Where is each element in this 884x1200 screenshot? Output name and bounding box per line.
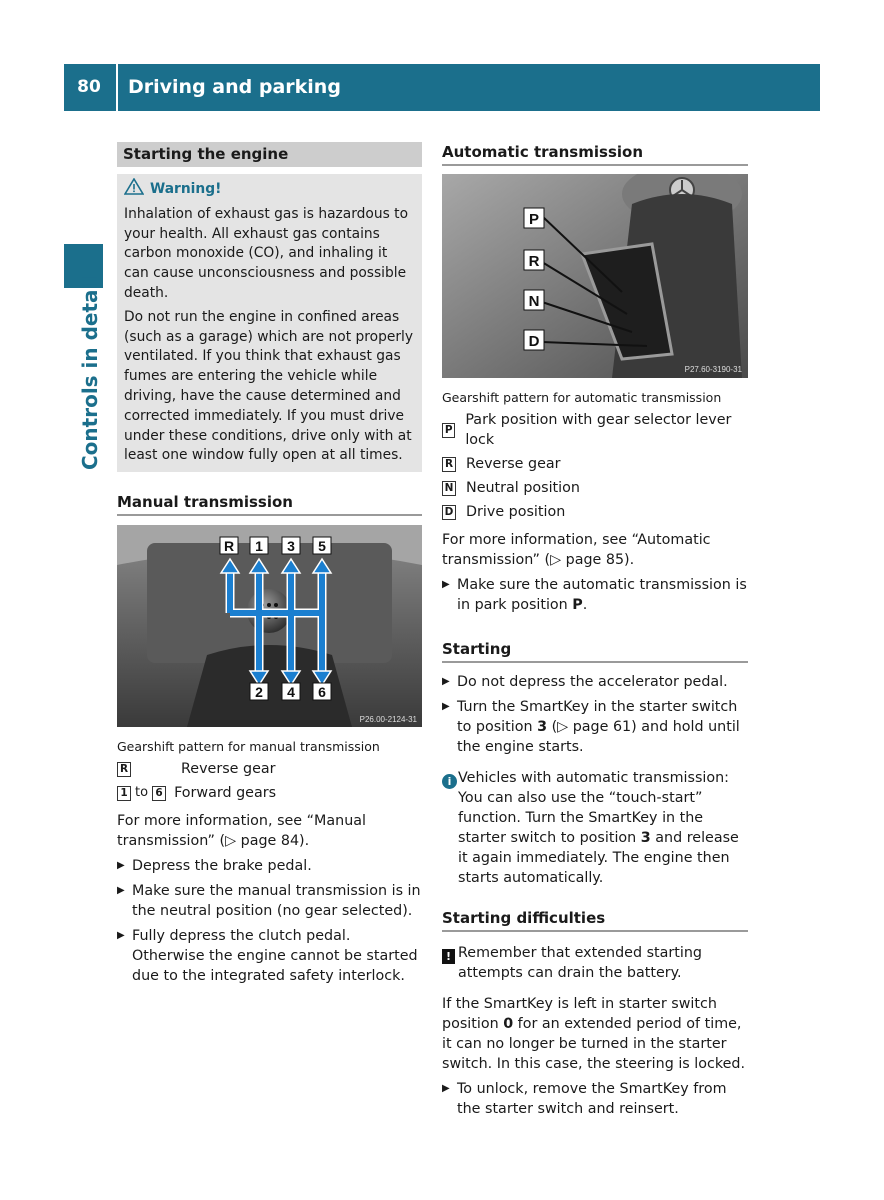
manual-transmission-heading: Manual transmission [117, 492, 422, 516]
auto-photo-code: P27.60-3190-31 [684, 365, 742, 374]
triangle-bullet-icon: ▶ [442, 579, 450, 590]
gear-symbol-from: 1 [117, 786, 131, 801]
manual-step [117, 926, 422, 986]
range-to-text: to [135, 785, 149, 801]
manual-key-forward [117, 783, 422, 803]
automatic-caption: Gearshift pattern for automatic transmission [442, 390, 722, 405]
starting-heading: Starting [442, 639, 748, 663]
manual-gearshift-photo [117, 525, 422, 727]
exclamation-icon-wrap [442, 946, 458, 983]
automatic-gearshift-photo [442, 174, 748, 378]
manual-step-text: Fully depress the clutch pedal. Otherwise the engine cannot be started due to the integrated safety interlock. [132, 928, 418, 985]
gear-symbol: P [442, 423, 455, 438]
warning-title: Warning! [150, 181, 222, 197]
page-title: Driving and parking [128, 76, 341, 98]
auto-label-n: N [528, 293, 540, 310]
warning-box [117, 174, 422, 472]
gear-symbol: D [442, 505, 456, 520]
manual-key-label: Reverse gear [181, 761, 276, 778]
manual-label-4: 4 [287, 684, 295, 701]
section-title-starting-engine: Starting the engine [117, 142, 422, 167]
triangle-bullet-icon: ▶ [442, 701, 450, 712]
smartkey-paragraph: If the SmartKey is left in starter switch position 0 for an extended period of time, it can no longer be turned in the starter switch. In this case, the steering is locked. [442, 996, 746, 1072]
manual-more-info: For more information, see “Manual transmission” (▷ page 84). [117, 813, 367, 850]
gear-symbol-to: 6 [152, 786, 166, 801]
caution-note [442, 943, 748, 983]
caution-text: Remember that extended starting attempts can drain the battery. [458, 945, 702, 981]
info-icon: i [442, 774, 457, 789]
triangle-bullet-icon: ▶ [442, 1083, 450, 1094]
manual-label-2: 2 [255, 684, 263, 701]
triangle-bullet-icon: ▶ [442, 676, 450, 687]
manual-step-text: Make sure the manual transmission is in the neutral position (no gear selected). [132, 883, 421, 920]
triangle-bullet-icon: ▶ [117, 930, 125, 942]
auto-step [442, 575, 748, 615]
warning-paragraph-1: Inhalation of exhaust gas is hazardous to your health. All exhaust gas contains carbon monoxide (CO), and inhaling it can cause unconsciousness and possible death. [124, 205, 409, 301]
manual-label-1: 1 [255, 538, 263, 555]
exclamation-icon: ! [442, 949, 455, 964]
left-column [117, 142, 422, 986]
auto-key-n [442, 478, 748, 498]
automatic-transmission-heading: Automatic transmission [442, 142, 748, 166]
manual-step [117, 881, 422, 921]
starting-step-text: Do not depress the accelerator pedal. [457, 674, 728, 690]
manual-key-label: Forward gears [174, 785, 277, 802]
header-divider [116, 64, 118, 111]
auto-label-p: P [528, 211, 540, 228]
auto-key-d [442, 502, 748, 522]
warning-paragraph-2: Do not run the engine in confined areas (such as a garage) which are not properly ventilated. If you think that exhaust gas fumes are entering the vehicle while driving, have the cause determined and corrected immediately. If you must drive under these conditions, drive only with at least one window fully open at all times. [124, 308, 413, 464]
info-icon-wrap [442, 771, 458, 888]
manual-photo-code: P26.00-2124-31 [359, 715, 417, 725]
triangle-bullet-icon: ▶ [117, 885, 125, 897]
starting-step [442, 672, 748, 692]
page-number: 80 [77, 77, 101, 97]
unlock-step [442, 1079, 748, 1119]
page-header [64, 64, 820, 111]
manual-caption: Gearshift pattern for manual transmission [117, 739, 380, 755]
unlock-step-text: To unlock, remove the SmartKey from the starter switch and reinsert. [457, 1081, 727, 1117]
manual-label-3: 3 [287, 538, 295, 555]
manual-label-r: R [223, 538, 235, 555]
auto-more-info: For more information, see “Automatic transmission” (▷ page 85). [442, 532, 711, 568]
auto-label-r: R [528, 253, 540, 270]
right-column [442, 142, 748, 1119]
auto-key-label: Neutral position [466, 480, 580, 496]
warning-triangle-icon [124, 178, 144, 202]
triangle-bullet-icon: ▶ [117, 860, 125, 872]
auto-key-p [442, 410, 748, 450]
manual-key-reverse [117, 759, 422, 779]
manual-step-text: Depress the brake pedal. [132, 858, 312, 875]
starting-difficulties-heading: Starting difficulties [442, 908, 748, 932]
auto-key-r [442, 454, 748, 474]
info-note-text: Vehicles with automatic transmission: You can also use the “touch-start” function. Turn the SmartKey in the starter switch to position 3 and release it again immediately. The engine then starts automatically. [458, 770, 739, 886]
manual-step [117, 856, 422, 876]
auto-step-text: Make sure the automatic transmission is in park position P. [457, 577, 747, 613]
manual-label-5: 5 [318, 538, 326, 555]
starting-step-text: Turn the SmartKey in the starter switch to position 3 (▷ page 61) and hold until the engine starts. [457, 699, 740, 755]
warning-header [124, 178, 415, 202]
auto-key-label: Reverse gear [466, 456, 561, 472]
gear-symbol: R [117, 762, 131, 777]
side-tab-label: Controls in detail [78, 275, 102, 470]
gear-symbol: R [442, 457, 456, 472]
auto-key-label: Park position with gear selector lever lock [465, 412, 732, 448]
starting-step [442, 697, 748, 757]
gear-symbol: N [442, 481, 456, 496]
auto-key-label: Drive position [466, 504, 566, 520]
manual-label-6: 6 [318, 684, 326, 701]
auto-label-d: D [528, 333, 540, 350]
info-note [442, 768, 748, 888]
